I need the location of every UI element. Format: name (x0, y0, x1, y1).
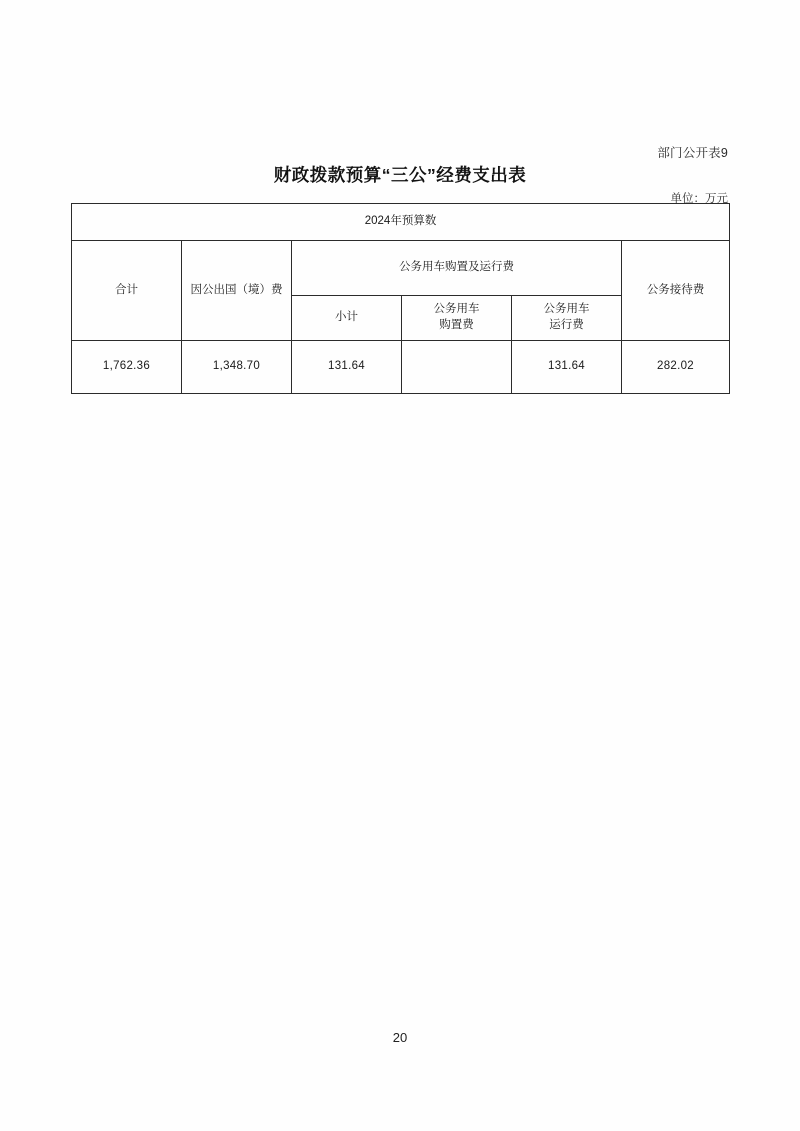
value-vehicle-subtotal: 131.64 (292, 341, 402, 394)
header-vehicle-group: 公务用车购置及运行费 (292, 241, 622, 296)
table-row-header-main (72, 241, 730, 296)
value-total: 1,762.36 (72, 341, 182, 394)
header-vehicle-operation-line2: 运行费 (549, 319, 584, 331)
value-vehicle-operation: 131.64 (512, 341, 622, 394)
header-abroad: 因公出国（境）费 (182, 241, 292, 341)
header-vehicle-purchase (402, 296, 512, 341)
header-reception: 公务接待费 (622, 241, 730, 341)
unit-label: 单位：万元 (670, 193, 728, 205)
year-header-cell: 2024年预算数 (72, 204, 730, 241)
header-vehicle-operation (512, 296, 622, 341)
value-vehicle-purchase (402, 341, 512, 394)
page-title: 财政拨款预算“三公”经费支出表 (273, 165, 527, 185)
budget-table (71, 203, 730, 394)
header-total: 合计 (72, 241, 182, 341)
header-vehicle-subtotal: 小计 (292, 296, 402, 341)
value-reception: 282.02 (622, 341, 730, 394)
header-vehicle-operation-line1: 公务用车 (543, 303, 590, 316)
page-number: 20 (392, 1030, 408, 1045)
table-row-year (72, 204, 730, 241)
public-table-tag: 部门公开表9 (657, 146, 728, 160)
header-vehicle-purchase-line1: 公务用车 (433, 303, 480, 316)
header-vehicle-purchase-line2: 购置费 (439, 319, 474, 331)
table-row-values (72, 341, 730, 394)
value-abroad: 1,348.70 (182, 341, 292, 394)
